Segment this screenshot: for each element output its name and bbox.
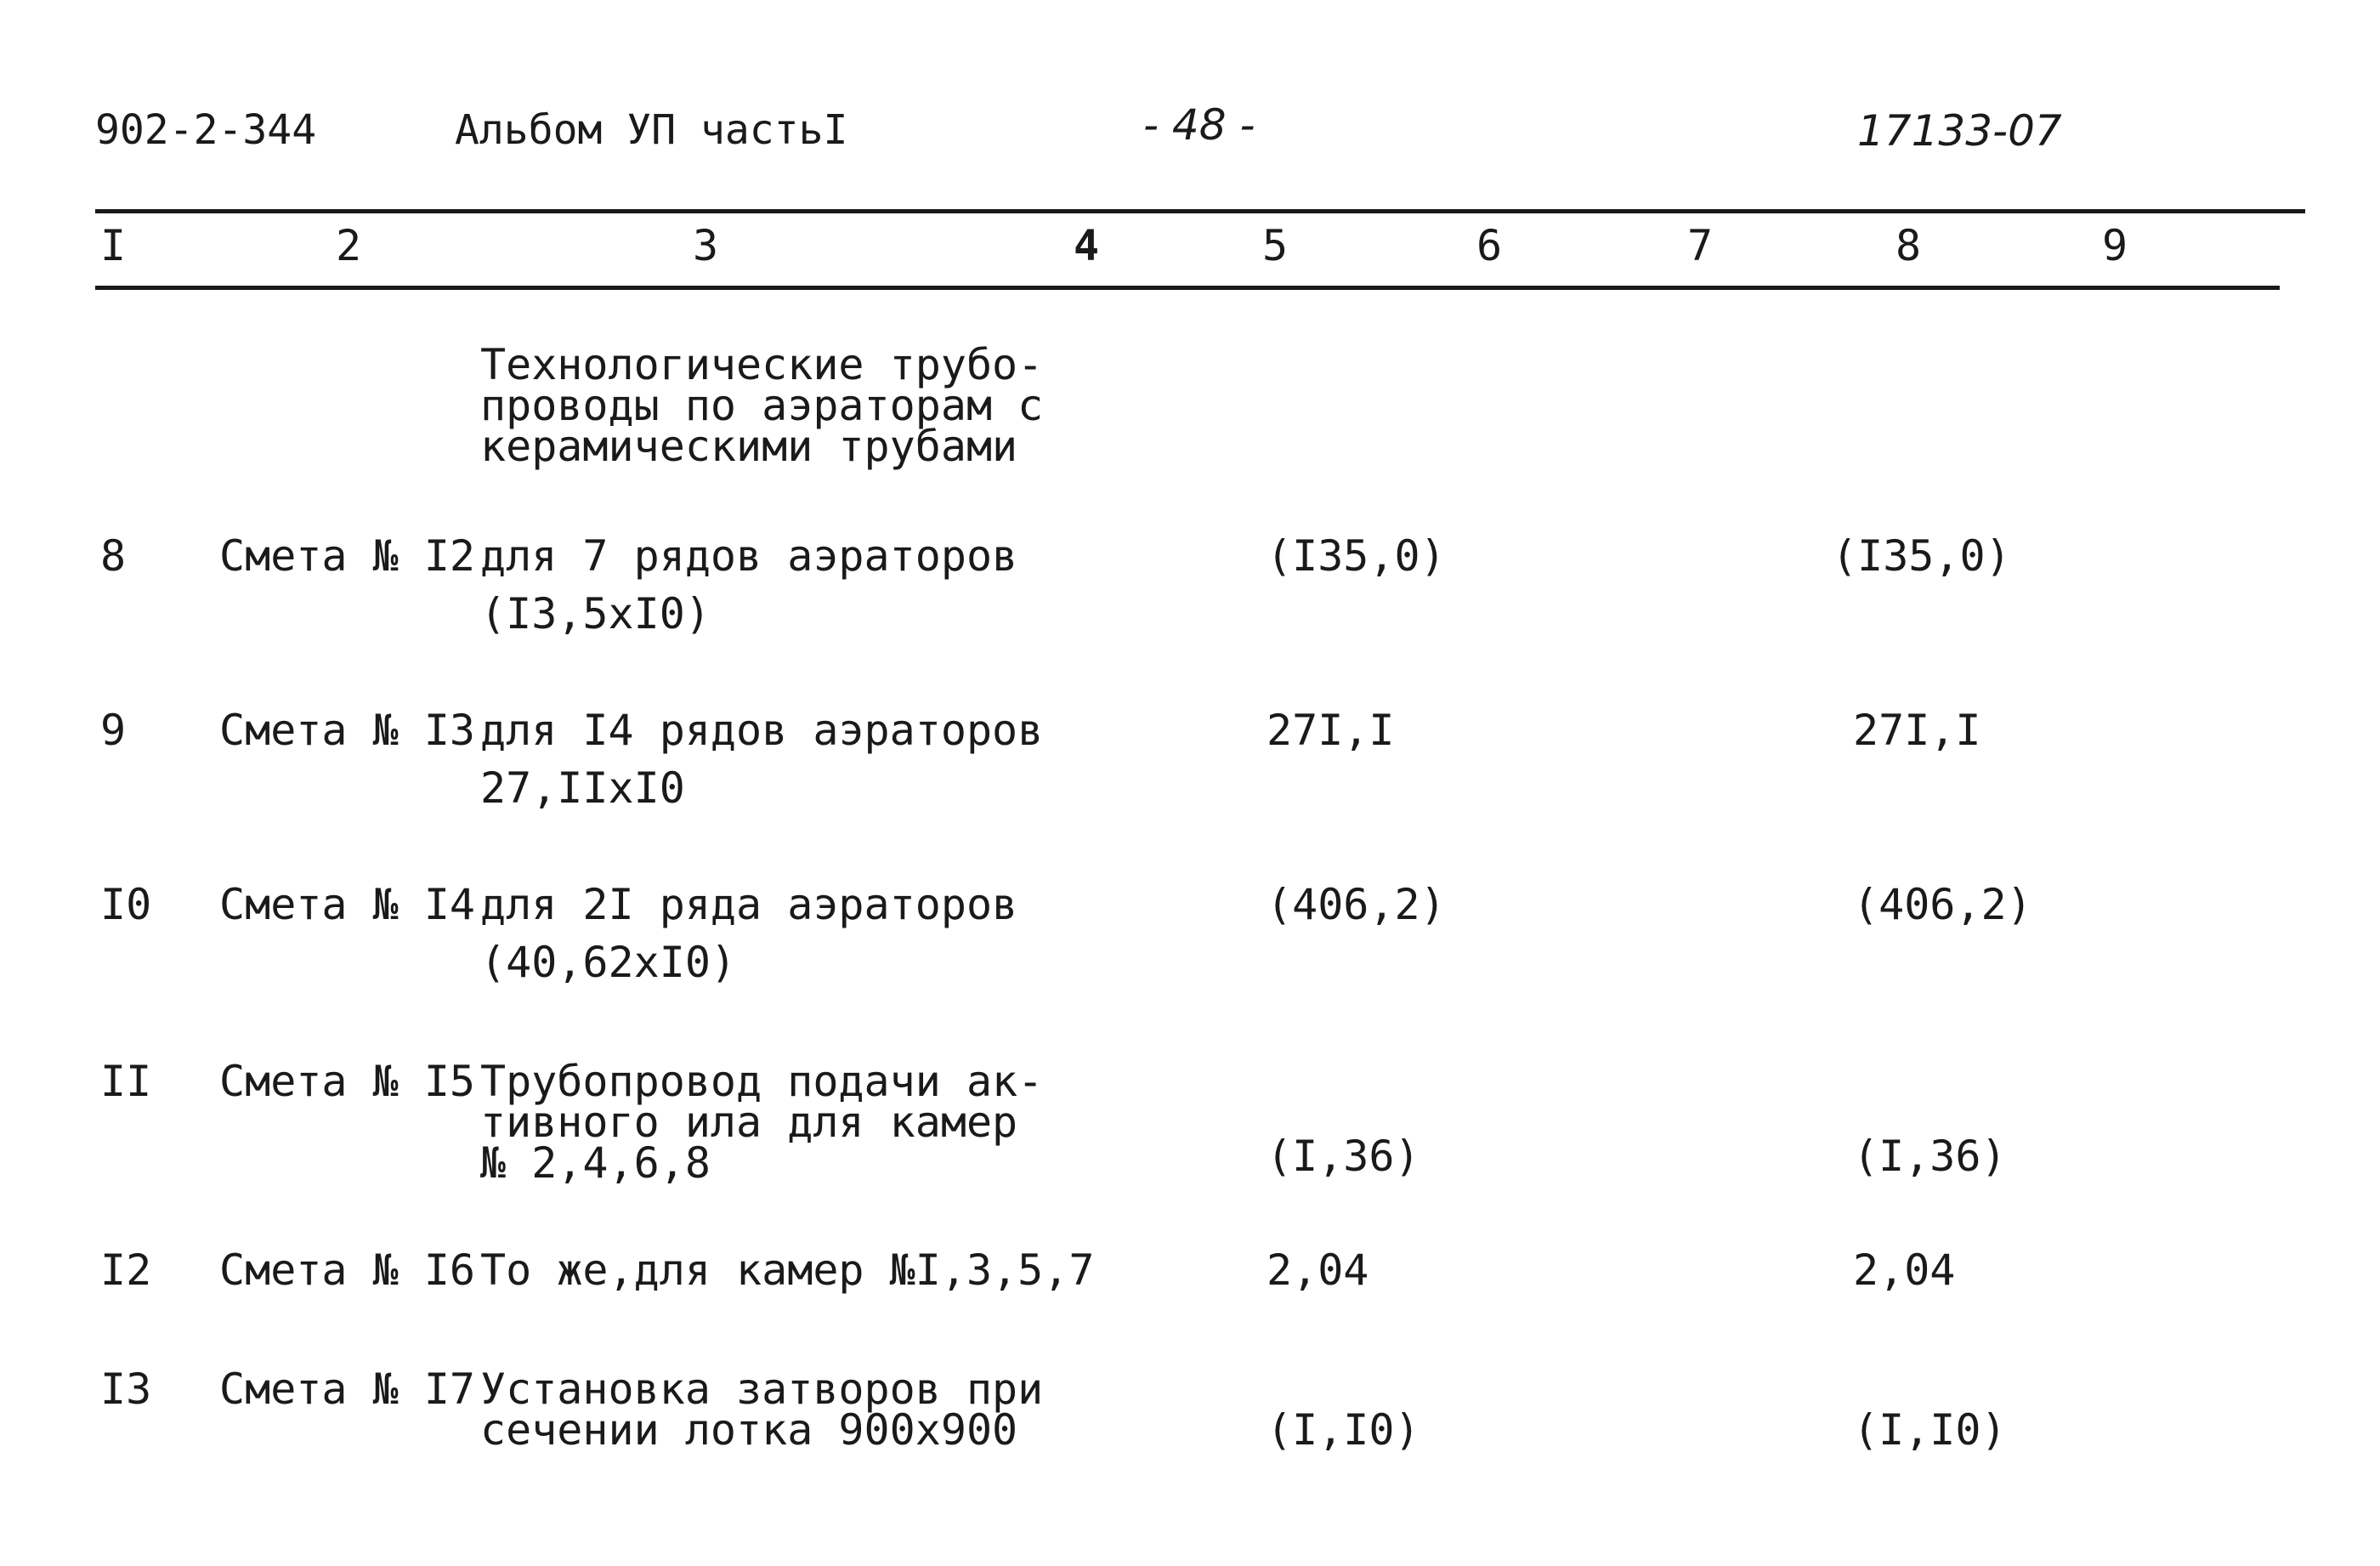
col5-value: (I35,0) (1266, 531, 1446, 581)
estimate-ref: Смета № I2 (219, 531, 476, 581)
estimate-ref: Смета № I4 (219, 880, 476, 929)
col8-value: (I,I0) (1853, 1405, 2007, 1455)
album-title: Альбом УП частьI (455, 106, 848, 154)
col5-value: (I,36) (1266, 1132, 1420, 1181)
row-description: для I4 рядов аэраторов 27,IIxI0 (480, 706, 1044, 813)
header-top-rule (95, 209, 2305, 213)
row-number: I3 (100, 1365, 152, 1414)
estimate-ref: Смета № I3 (219, 706, 476, 755)
col8-value: 2,04 (1853, 1245, 1956, 1295)
row-description: Трубопровод подачи ак- тивного ила для камер № 2,4,6,8 (480, 1057, 1044, 1188)
col5-value: 27I,I (1266, 706, 1395, 755)
column-number: I (100, 221, 127, 270)
page-number: - 48 - (1143, 100, 1255, 150)
document-code: 902-2-344 (95, 106, 317, 154)
estimate-ref: Смета № I6 (219, 1245, 476, 1295)
column-number: 5 (1262, 221, 1289, 270)
row-number: I0 (100, 880, 152, 929)
section-title: Технологические трубо- проводы по аэраторам с керамическими трубами (480, 340, 1044, 471)
column-number: 9 (2102, 221, 2128, 270)
header-bottom-rule (95, 286, 2280, 290)
estimate-ref: Смета № I7 (219, 1365, 476, 1414)
column-number: 6 (1476, 221, 1503, 270)
row-number: II (100, 1057, 152, 1106)
column-number: 3 (693, 221, 719, 270)
row-number: I2 (100, 1245, 152, 1295)
row-description: для 7 рядов аэраторов (I3,5xI0) (480, 531, 1018, 638)
col8-value: (I35,0) (1832, 531, 2011, 581)
col5-value: (406,2) (1266, 880, 1446, 929)
column-number: 7 (1687, 221, 1714, 270)
column-number: 4 (1074, 221, 1100, 270)
col5-value: (I,I0) (1266, 1405, 1420, 1455)
row-number: 8 (100, 531, 127, 581)
row-description: для 2I ряда аэраторов (40,62xI0) (480, 880, 1018, 987)
row-description: То же,для камер №I,3,5,7 (480, 1245, 1095, 1295)
col8-value: (I,36) (1853, 1132, 2007, 1181)
row-number: 9 (100, 706, 127, 755)
col8-value: 27I,I (1853, 706, 1981, 755)
column-number: 2 (336, 221, 362, 270)
column-number: 8 (1896, 221, 1922, 270)
col8-value: (406,2) (1853, 880, 2032, 929)
row-description: Установка затворов при сечении лотка 900x900 (480, 1365, 1044, 1455)
col5-value: 2,04 (1266, 1245, 1369, 1295)
estimate-ref: Смета № I5 (219, 1057, 476, 1106)
inventory-number: 17133-07 (1857, 106, 2062, 156)
